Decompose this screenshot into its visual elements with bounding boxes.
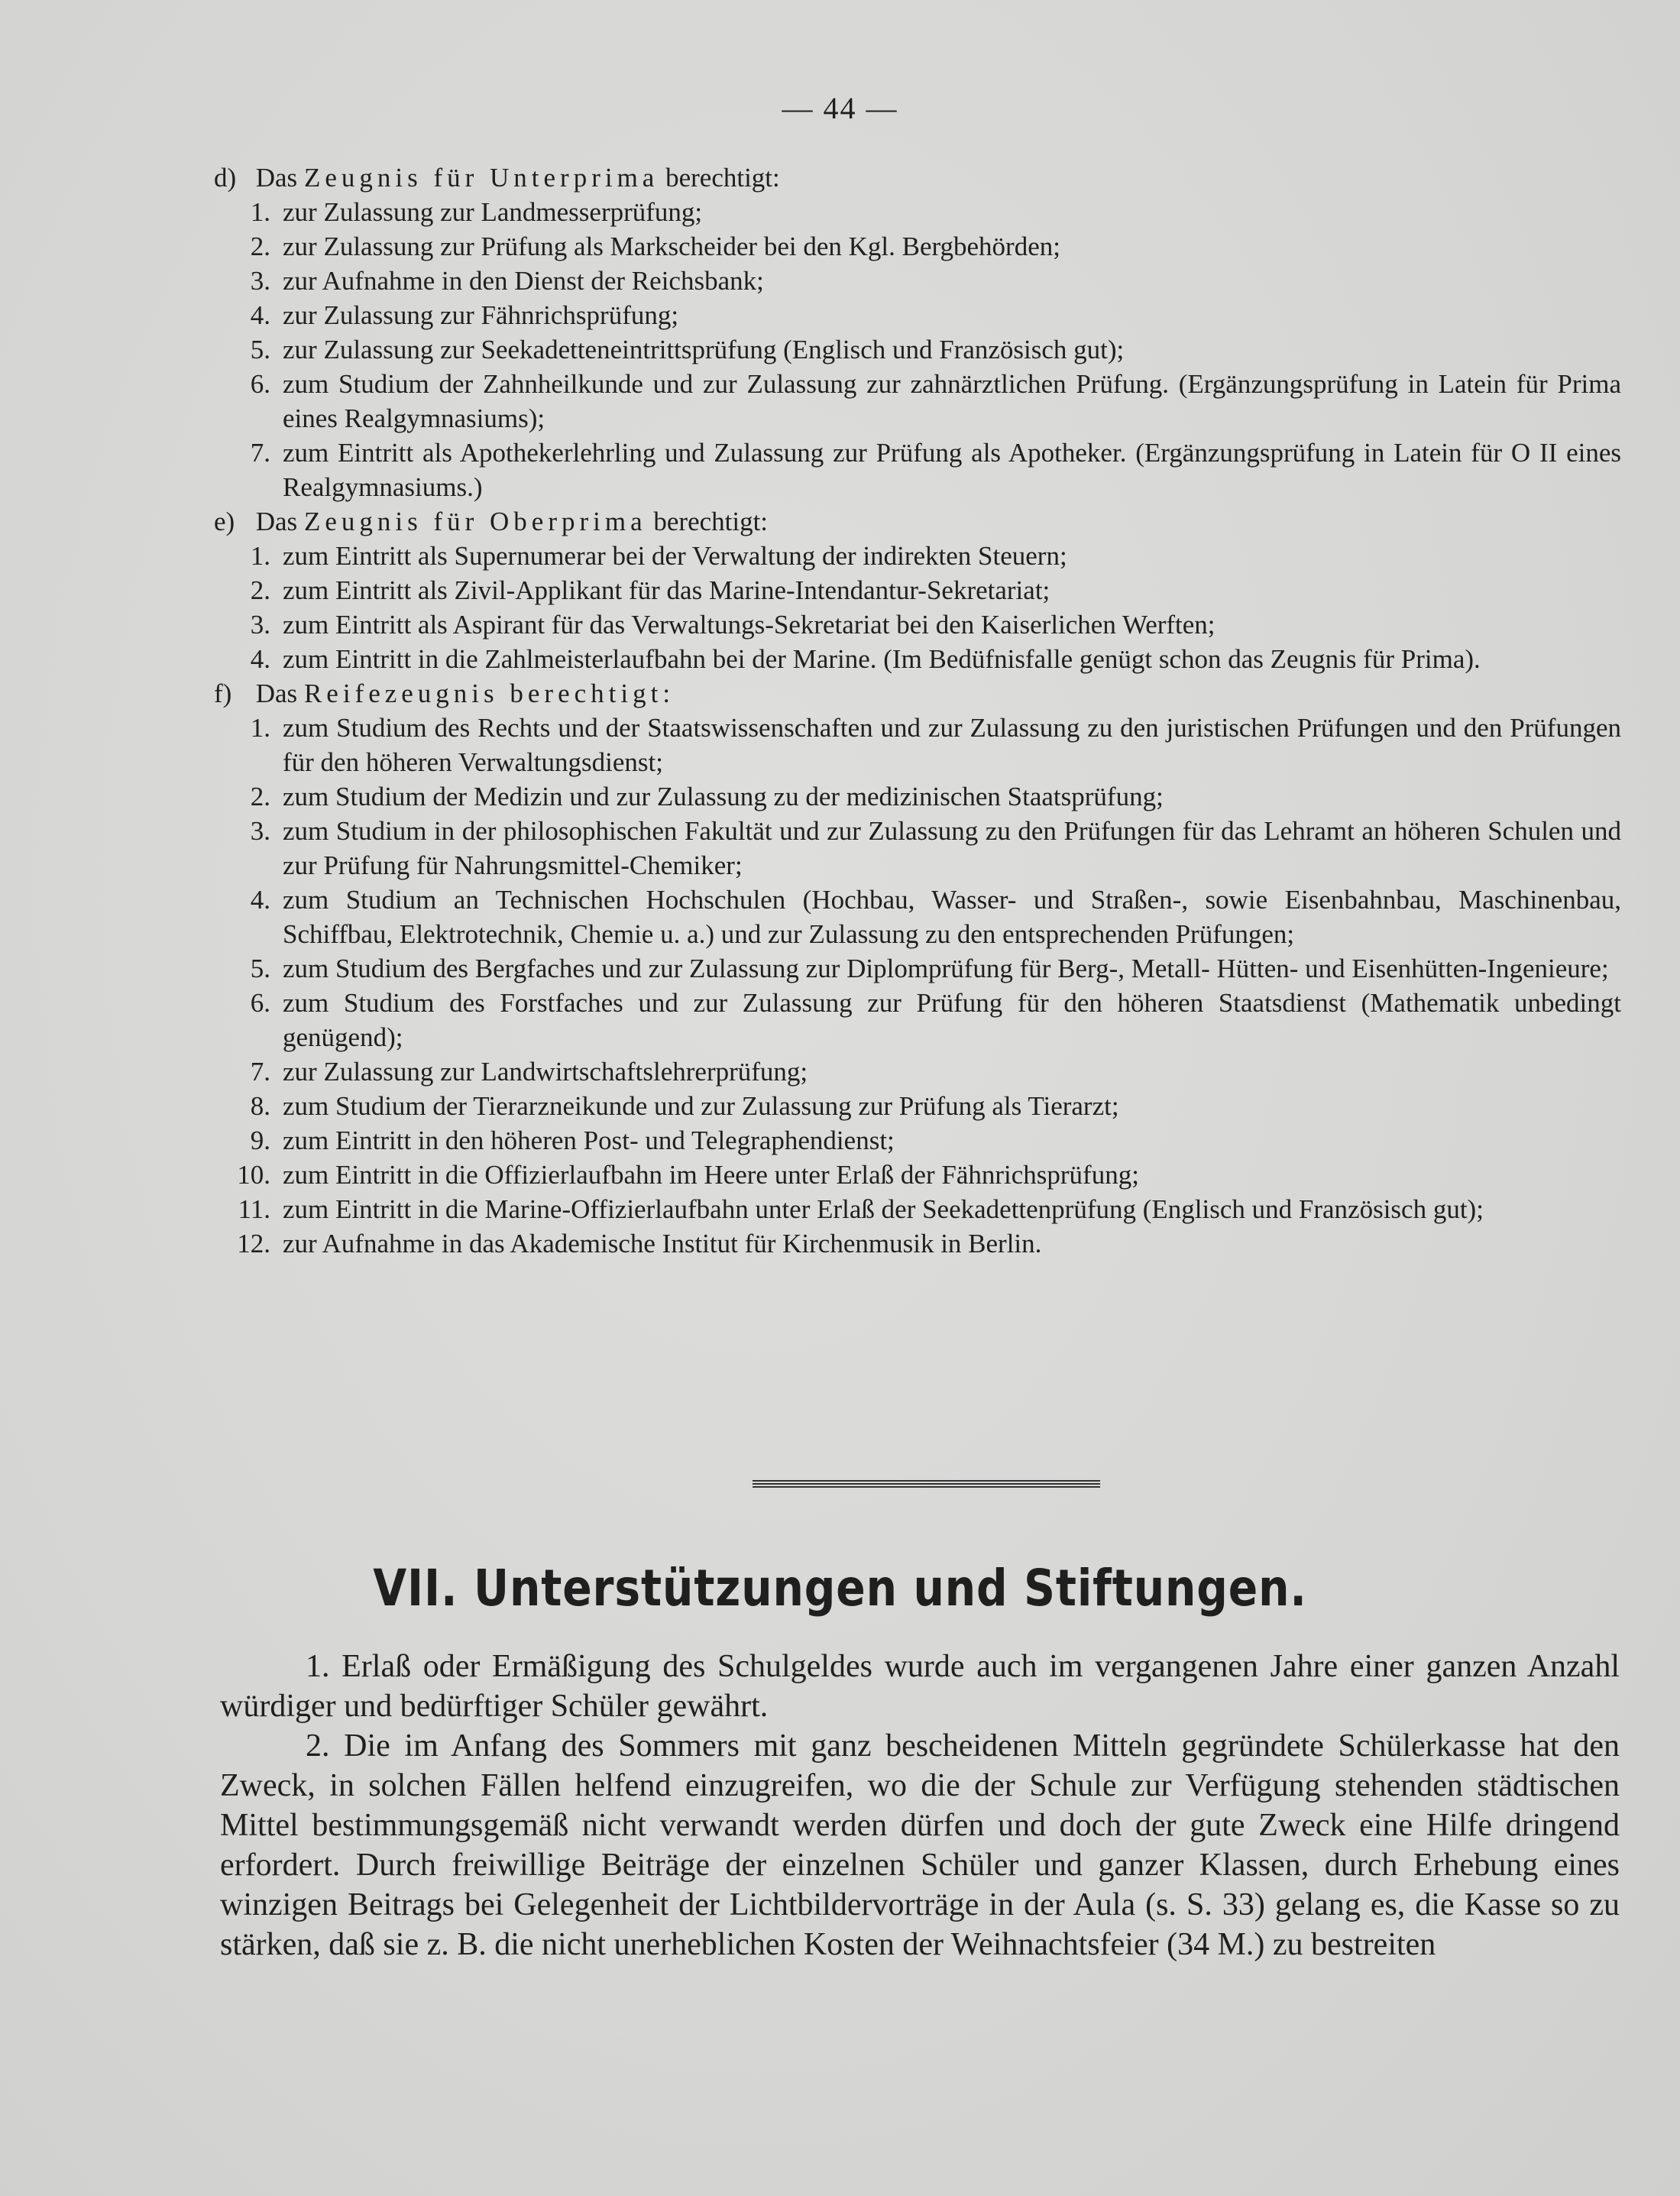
section-f	[214, 676, 1621, 1261]
page-number: — 44 —	[782, 91, 898, 125]
item-number: 2.	[250, 575, 270, 605]
list-item	[214, 573, 1621, 607]
list-item	[214, 1089, 1621, 1123]
list-item	[214, 814, 1621, 883]
list-item	[214, 229, 1621, 264]
list-item	[214, 607, 1621, 642]
item-number: 9.	[250, 1126, 270, 1155]
section-letter: f)	[214, 679, 232, 708]
list-item	[214, 951, 1621, 986]
item-text: zum Eintritt in die Offizierlaufbahn im Heere unter Erlaß der Fähnrichsprüfung;	[283, 1160, 1139, 1190]
item-number: 4.	[250, 300, 270, 330]
list-item	[214, 986, 1621, 1054]
list-item	[214, 332, 1621, 367]
section-heading	[214, 676, 1621, 711]
item-text: zum Eintritt als Supernumerar bei der Verwaltung der indirekten Steuern;	[283, 541, 1067, 571]
item-text: zum Studium des Forstfaches und zur Zulassung zur Prüfung für den höheren Staatsdienst (Mathematik unbedingt genügend);	[283, 988, 1621, 1052]
item-number: 6.	[250, 369, 270, 399]
list-item	[214, 883, 1621, 951]
item-text: zur Aufnahme in das Akademische Institut für Kirchenmusik in Berlin.	[283, 1229, 1042, 1258]
list-item	[214, 195, 1621, 229]
item-text: zur Zulassung zur Fähnrichsprüfung;	[283, 300, 679, 330]
item-text: zum Studium an Technischen Hochschulen (Hochbau, Wasser- und Straßen-, sowie Eisenbahnbau, Maschinenbau, Schiffbau, Elektrotechnik, Chemie u. a.) und zur Zulassung zu den entsprechenden Prüfungen;	[283, 885, 1621, 949]
item-number: 2.	[250, 782, 270, 811]
item-number: 3.	[250, 816, 270, 846]
section-post: berechtigt:	[653, 507, 769, 536]
item-text: zum Eintritt als Aspirant für das Verwaltungs-Sekretariat bei den Kaiserlichen Werften;	[283, 610, 1215, 640]
item-text: zum Eintritt in die Zahlmeisterlaufbahn bei der Marine. (Im Bedüfnisfalle genügt schon das Zeugnis für Prima).	[283, 644, 1481, 674]
item-text: zur Aufnahme in den Dienst der Reichsbank;	[283, 266, 764, 296]
item-number: 5.	[250, 954, 270, 983]
item-number: 11.	[238, 1194, 270, 1224]
list-item	[214, 711, 1621, 779]
list-item	[214, 264, 1621, 298]
list-item	[214, 779, 1621, 814]
item-text: zur Zulassung zur Landwirtschaftslehrerprüfung;	[283, 1057, 808, 1087]
list-item	[214, 367, 1621, 436]
item-text: zur Zulassung zur Landmesserprüfung;	[283, 197, 703, 227]
item-text: zum Eintritt in den höheren Post- und Telegraphendienst;	[283, 1126, 895, 1155]
item-text: zum Studium des Bergfaches und zur Zulassung zur Diplomprüfung für Berg-, Metall- Hütten- und Eisenhütten-Ingenieure;	[283, 954, 1609, 983]
item-number: 4.	[250, 885, 270, 915]
chapter-body	[220, 1647, 1620, 1964]
section-spaced-title: Zeugnis für Unterprima	[303, 163, 659, 193]
item-number: 7.	[250, 1057, 270, 1087]
list-item	[214, 298, 1621, 332]
item-text: zum Studium in der philosophischen Fakultät und zur Zulassung zu den Prüfungen für das Lehramt an höheren Schulen und zur Prüfung für Nahrungsmittel-Chemiker;	[283, 816, 1621, 880]
item-text: zum Eintritt als Zivil-Applikant für das Marine-Intendantur-Sekretariat;	[283, 575, 1050, 605]
item-number: 1.	[250, 713, 270, 743]
item-text: zum Studium der Tierarzneikunde und zur Zulassung zur Prüfung als Tierarzt;	[283, 1091, 1119, 1121]
section-letter: d)	[214, 163, 237, 193]
list-item	[214, 1192, 1621, 1226]
section-divider	[753, 1480, 1100, 1488]
section-e	[214, 504, 1621, 676]
entitlements-list	[214, 160, 1621, 1261]
item-number: 2.	[250, 232, 270, 261]
item-number: 3.	[250, 610, 270, 640]
list-item	[214, 1226, 1621, 1261]
list-item	[214, 436, 1621, 504]
list-item	[214, 539, 1621, 573]
chapter-heading: VII. Unterstützungen und Stiftungen.	[373, 1559, 1307, 1618]
item-number: 7.	[250, 438, 270, 468]
section-heading	[214, 160, 1621, 195]
list-item	[214, 642, 1621, 676]
section-pre: Das	[255, 679, 298, 708]
item-number: 8.	[250, 1091, 270, 1121]
section-d	[214, 160, 1621, 504]
item-number: 3.	[250, 266, 270, 296]
item-text: zum Eintritt in die Marine-Offizierlaufbahn unter Erlaß der Seekadettenprüfung (Englisch und Französisch gut);	[283, 1194, 1484, 1224]
item-text: zum Eintritt als Apothekerlehrling und Zulassung zur Prüfung als Apotheker. (Ergänzungsprüfung in Latein für O II eines Realgymnasiums.)	[283, 438, 1621, 502]
section-heading	[214, 504, 1621, 539]
item-number: 5.	[250, 335, 270, 364]
item-number: 12.	[237, 1229, 270, 1258]
section-pre: Das	[255, 507, 298, 536]
item-number: 10.	[237, 1160, 270, 1190]
item-text: zum Studium der Medizin und zur Zulassung zu der medizinischen Staatsprüfung;	[283, 782, 1164, 811]
section-letter: e)	[214, 507, 235, 536]
paragraph: 1. Erlaß oder Ermäßigung des Schulgeldes wurde auch im vergangenen Jahre einer ganzen Anzahl würdiger und bedürftiger Schüler gewährt.	[220, 1649, 1620, 1724]
paragraph: 2. Die im Anfang des Sommers mit ganz bescheidenen Mitteln gegründete Schülerkasse hat den Zweck, in solchen Fällen helfend einzugreifen, wo die der Schule zur Verfügung stehenden städtischen Mittel bestimmungsgemäß nicht verwandt werden dürfen und doch der gute Zweck eine Hilfe dringend erfordert. Durch freiwillige Beiträge der einzelnen Schüler und ganzer Klassen, durch Erhebung eines winzigen Beitrags bei Gelegenheit der Lichtbildervorträge in der Aula (s. S. 33) gelang es, die Kasse so zu stärken, daß sie z. B. die nicht unerheblichen Kosten der Weihnachtsfeier (34 M.) zu bestreiten	[220, 1728, 1620, 1962]
item-number: 1.	[250, 197, 270, 227]
section-post: berechtigt:	[665, 163, 780, 193]
list-item	[214, 1054, 1621, 1089]
item-text: zum Studium des Rechts und der Staatswissenschaften und zur Zulassung zu den juristischen Prüfungen und den Prüfungen für den höheren Verwaltungsdienst;	[283, 713, 1621, 777]
item-text: zur Zulassung zur Prüfung als Markscheider bei den Kgl. Bergbehörden;	[283, 232, 1060, 261]
section-spaced-title: Zeugnis für Oberprima	[303, 507, 647, 536]
item-text: zur Zulassung zur Seekadetteneintrittsprüfung (Englisch und Französisch gut);	[283, 335, 1125, 364]
item-text: zum Studium der Zahnheilkunde und zur Zulassung zur zahnärztlichen Prüfung. (Ergänzungsprüfung in Latein für Prima eines Realgymnasiums);	[283, 369, 1621, 433]
item-number: 1.	[250, 541, 270, 571]
item-number: 4.	[250, 644, 270, 674]
section-spaced-title: Reifezeugnis berechtigt:	[303, 679, 675, 708]
section-pre: Das	[255, 163, 298, 193]
list-item	[214, 1123, 1621, 1158]
list-item	[214, 1158, 1621, 1192]
item-number: 6.	[250, 988, 270, 1018]
